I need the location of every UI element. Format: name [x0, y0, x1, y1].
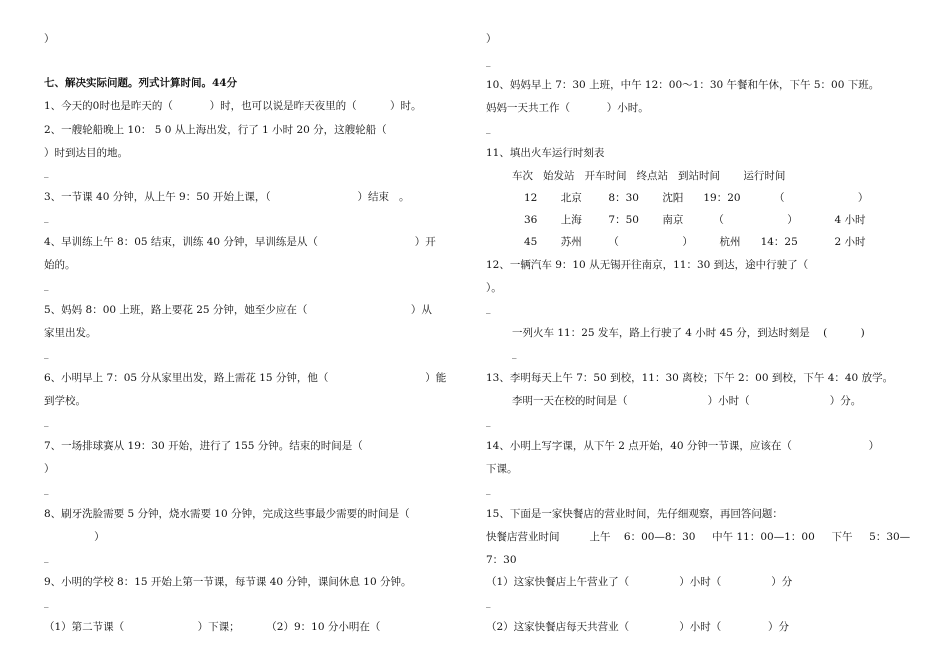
question-13-line-2: 李明一天在校的时间是（ ）小时（ ）分。: [512, 395, 862, 407]
question-5-line-2: 家里出发。: [44, 327, 97, 339]
question-11: 11、填出火车运行时刻表: [486, 147, 605, 159]
question-14-line-1: 14、小明上写字课，从下午 2 点开始，40 分钟一节课，应该在（ ）: [486, 440, 880, 452]
question-12-line-2: ）。: [486, 282, 502, 294]
question-15-line-1: 15、下面是一家快餐店的营业时间，先仔细观察，再回答问题：: [486, 508, 783, 520]
question-12-line-1: 12、一辆汽车 9：10 从无锡开往南京，11：30 到达，途中行驶了（: [486, 259, 809, 271]
question-8-line-2: ）: [44, 531, 105, 543]
separator-mark: _: [44, 213, 49, 223]
separator-mark: _: [44, 417, 49, 427]
separator-mark: _: [512, 349, 517, 359]
train-table-header: 车次 始发站 开车时间 终点站 到站时间 运行时间: [512, 170, 786, 182]
question-2-line-2: ）时到达目的地。: [44, 147, 128, 159]
question-3: 3、一节课 40 分钟，从上午 9：50 开始上课，（ ）结束 。: [44, 191, 410, 203]
question-7-line-2: ）: [44, 463, 55, 475]
separator-mark: _: [44, 349, 49, 359]
right-column: [486, 0, 911, 672]
question-8-line-1: 8、刷牙洗脸需要 5 分钟，烧水需要 10 分钟，完成这些事最少需要的时间是（: [44, 508, 410, 520]
question-6-line-2: 到学校。: [44, 395, 86, 407]
question-15-hours-cont: 7：30: [486, 554, 517, 566]
separator-mark: _: [486, 124, 491, 134]
train-table-row: 12 北京 8：30 沈阳 19：20 （ ）: [524, 192, 869, 204]
separator-mark: _: [44, 485, 49, 495]
question-4-line-2: 始的。: [44, 259, 76, 271]
separator-mark: _: [44, 168, 49, 178]
separator-mark: _: [44, 553, 49, 563]
question-5-line-1: 5、妈妈 8：00 上班，路上要花 25 分钟，她至少应在（ ）从: [44, 304, 432, 316]
separator-mark: _: [486, 485, 491, 495]
train-table-row: 45 苏州 （ ） 杭州 14：25 2 小时: [524, 236, 866, 248]
separator-mark: _: [486, 417, 491, 427]
separator-mark: _: [486, 598, 491, 608]
separator-mark: _: [44, 281, 49, 291]
question-1: 1、今天的0时也是昨天的（ ）时，也可以说是昨天夜里的（ ）时。: [44, 100, 422, 112]
question-14-line-2: 下课。: [486, 463, 518, 475]
continued-paren: ）: [486, 33, 497, 45]
train-table-row: 36 上海 7：50 南京 （ ） 4 小时: [524, 214, 866, 226]
question-6-line-1: 6、小明早上 7：05 分从家里出发，路上需花 15 分钟，他（ ）能: [44, 372, 447, 384]
continued-paren: ）: [44, 33, 55, 45]
question-9: 9、小明的学校 8：15 开始上第一节课，每节课 40 分钟，课间休息 10 分钟。: [44, 576, 412, 588]
left-column: [44, 0, 464, 672]
question-13-line-1: 13、李明每天上午 7：50 到校，11：30 离校；下午 2：00 到校，下午 4：40 放学。: [486, 372, 894, 384]
question-7-line-1: 7、一场排球赛从 19：30 开始，进行了 155 分钟。结束的时间是（: [44, 440, 363, 452]
question-9-subparts: （1）第二节课（ ）下课； （2）9：10 分小明在（: [44, 621, 381, 633]
separator-mark: _: [486, 57, 491, 67]
question-15-part-1: （1）这家快餐店上午营业了（ ）小时（ ）分: [486, 576, 793, 588]
separator-mark: _: [44, 598, 49, 608]
question-15-part-2: （2）这家快餐店每天共营业（ ）小时（ ）分: [486, 621, 789, 633]
question-15-hours: 快餐店营业时间 上午 6：00—8：30 中午 11：00—1：00 下午 5：30—: [486, 531, 911, 543]
question-10-line-2: 妈妈一天共工作（ ）小时。: [486, 102, 649, 114]
section-title: 七、解决实际问题。列式计算时间。44分: [44, 77, 238, 89]
separator-mark: _: [486, 304, 491, 314]
question-4-line-1: 4、早训练上午 8：05 结束，训练 40 分钟，早训练是从（ ）开: [44, 236, 436, 248]
question-10-line-1: 10、妈妈早上 7：30 上班，中午 12：00～1：30 午餐和午休，下午 5：00 下班。: [486, 79, 880, 91]
train-question: 一列火车 11：25 发车，路上行驶了 4 小时 45 分，到达时刻是 ( ): [512, 327, 865, 339]
question-2-line-1: 2、一艘轮船晚上 10： 5 0 从上海出发，行了 1 小时 20 分，这艘轮船（: [44, 124, 387, 136]
